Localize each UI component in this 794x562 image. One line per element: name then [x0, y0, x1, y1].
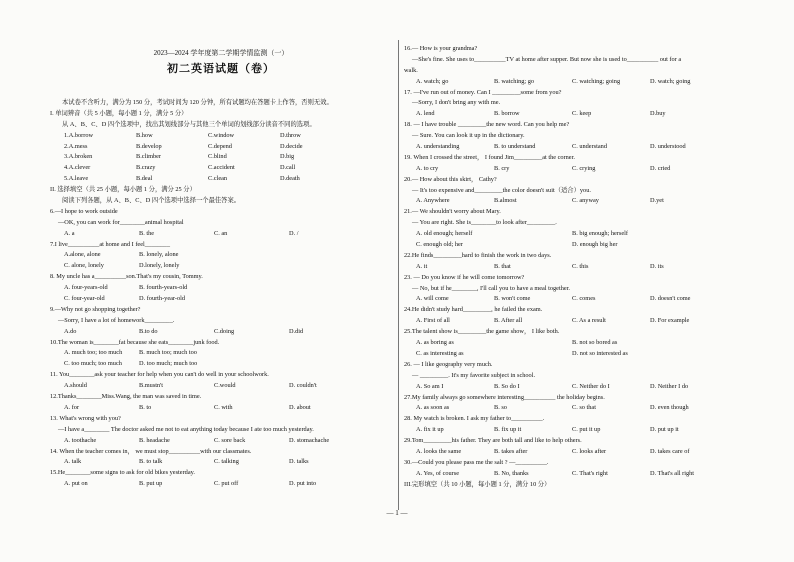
answer-option: D. enough big her — [572, 241, 618, 249]
question-text: —OK, you can work for________animal hospital — [58, 218, 184, 226]
answer-option: B. So do I — [494, 382, 520, 390]
answer-option: C.window — [208, 131, 235, 139]
answer-option: D.lonely, lonely — [139, 262, 180, 270]
answer-option: 1.A.borrow — [64, 131, 94, 139]
question-text: 13. What's wrong with you? — [50, 414, 121, 422]
section-2-desc: 阅读下列各题，从 A、B、C、D 四个选项中选择一个最佳答案。 — [62, 197, 241, 205]
option-row — [404, 109, 760, 120]
question-text: 15.He________some signs to ask for old bikes yesterday. — [50, 469, 195, 477]
answer-option: C. comes — [572, 295, 596, 303]
answer-option: C.blind — [208, 153, 227, 161]
answer-option: D. stomachache — [289, 436, 330, 444]
answer-option: D. not so interested as — [572, 349, 628, 357]
answer-option: D. put up it — [650, 426, 679, 434]
question-text: 30.—Could you please pass me the salt ? —__________. — [404, 458, 549, 466]
answer-option: C. sore back — [214, 436, 246, 444]
question-text: 27.My family always go somewhere interesting__________ the holiday begins. — [404, 393, 605, 401]
answer-option: B. After all — [494, 317, 523, 325]
option-row — [50, 436, 392, 447]
option-row — [50, 250, 392, 261]
answer-option: D.death — [280, 175, 300, 183]
answer-option: D. its — [650, 262, 664, 270]
answer-option: 4.A.clever — [64, 164, 91, 172]
question-text: 8. My uncle has a__________son.That's my cousin, Tommy. — [50, 273, 203, 281]
option-row — [50, 403, 392, 414]
answer-option: A. put on — [64, 480, 88, 488]
question-text: 17. —I've run out of money. Can I _________some from you? — [404, 88, 562, 96]
answer-option: B. cry — [494, 164, 510, 172]
answer-option: B. not so bored as — [572, 339, 618, 347]
answer-option: C. looks after — [572, 447, 607, 455]
answer-option: B.to do — [139, 327, 158, 335]
answer-option: B. fourth-years-old — [139, 284, 188, 292]
option-row — [50, 163, 392, 174]
section-2-heading: II. 选择填空（共 25 小题，每小题 1 分，满分 25 分） — [50, 186, 196, 194]
option-row — [50, 131, 392, 142]
answer-option: A. Yes, of course — [416, 469, 460, 477]
option-row — [404, 294, 760, 305]
answer-option: B.crazy — [136, 164, 156, 172]
answer-option: D. takes care of — [650, 447, 690, 455]
answer-option: B. the — [139, 229, 155, 237]
answer-option: D. put into — [289, 480, 317, 488]
answer-option: D.did — [289, 327, 304, 335]
option-row — [50, 479, 392, 490]
question-text: — You are right. She is________to look after_________. — [412, 219, 557, 227]
exam-title: 2023—2024 学年度第二学期学情监测（一） — [153, 49, 289, 57]
question-text: 28. My watch is broken. I ask my father to__________. — [404, 415, 545, 423]
option-row — [404, 142, 760, 153]
column-divider — [398, 40, 399, 510]
answer-option: C.accident — [208, 164, 235, 172]
answer-option: B.mustn't — [139, 382, 164, 390]
option-row — [404, 164, 760, 175]
answer-option: B. takes after — [494, 447, 528, 455]
answer-option: B.climber — [136, 153, 162, 161]
question-text: 6.—I hope to work outside — [50, 207, 118, 215]
section-1-desc: 从 A、B、C、D 四个选项中，找出其划线部分与其他三个单词的划线部分读音不同的选项。 — [62, 120, 316, 128]
option-row — [404, 196, 760, 207]
option-row — [50, 229, 392, 240]
answer-option: D. fourth-year-old — [139, 295, 186, 303]
option-row — [50, 381, 392, 392]
answer-option: C. As a result — [572, 317, 606, 325]
answer-option: D. couldn't — [289, 382, 317, 390]
answer-option: C.clean — [208, 175, 228, 183]
answer-option: D.throw — [280, 131, 301, 139]
answer-option: A. Anywhere — [416, 197, 450, 205]
answer-option: D.big — [280, 153, 295, 161]
answer-option: A. to cry — [416, 164, 439, 172]
answer-option: A. First of all — [416, 317, 450, 325]
answer-option: C. talking — [214, 458, 239, 466]
right-column — [404, 44, 760, 491]
answer-option: C. That's right — [572, 469, 608, 477]
answer-option: B. big enough; herself — [572, 230, 628, 238]
answer-option: 5.A.leave — [64, 175, 89, 183]
answer-option: C. put it up — [572, 426, 601, 434]
answer-option: B. so — [494, 404, 507, 412]
answer-option: B. won't come — [494, 295, 531, 303]
answer-option: C.doing — [214, 327, 235, 335]
answer-option: 2.A.mess — [64, 142, 88, 150]
question-text: —She's fine. She uses to__________TV at home after supper. But now she is used to__________ out for a — [412, 55, 682, 63]
answer-option: A.do — [64, 327, 77, 335]
answer-option: D. watch; going — [650, 77, 691, 85]
option-row — [404, 349, 760, 360]
question-text: 22.He finds_________hard to finish the work in two days. — [404, 251, 552, 259]
answer-option: 3.A.broken — [64, 153, 93, 161]
option-row — [50, 457, 392, 468]
option-row — [404, 447, 760, 458]
question-text: 14. When the teacher comes in， we must stop__________with our classmates. — [50, 447, 252, 455]
answer-option: A. understanding — [416, 143, 460, 151]
answer-option: B.how — [136, 131, 153, 139]
page-number: — 1 — — [386, 509, 408, 517]
answer-option: B.almost — [494, 197, 517, 205]
answer-option: B. headache — [139, 436, 170, 444]
question-text: 10.The woman is________fat because she eats________junk food. — [50, 338, 220, 346]
answer-option: D. about — [289, 403, 311, 411]
answer-option: D. / — [289, 229, 299, 237]
answer-option: B.deal — [136, 175, 153, 183]
answer-option: D.decide — [280, 142, 303, 150]
answer-option: C. an — [214, 229, 228, 237]
answer-option: D.call — [280, 164, 296, 172]
answer-option: D. doesn't come — [650, 295, 691, 303]
answer-option: B. put up — [139, 480, 163, 488]
answer-option: C. put off — [214, 480, 239, 488]
intro-text: 本试卷不含听力，满分为 150 分，考试时间为 120 分钟，所有试题均在答题卡上作答，否则无效。 — [62, 99, 333, 106]
answer-option: B. much too; much too — [139, 349, 197, 357]
option-row — [50, 327, 392, 338]
question-text: 20.— How about this skirt， Cathy? — [404, 175, 497, 183]
answer-option: D.buy — [650, 110, 666, 118]
answer-option: C. so that — [572, 404, 596, 412]
option-row — [50, 294, 392, 305]
question-text: 7.I live__________at home and I feel________ — [50, 240, 170, 248]
option-row — [50, 348, 392, 359]
answer-option: A. watch; go — [416, 77, 449, 85]
question-text: 23. — Do you know if he will come tomorrow? — [404, 273, 525, 281]
answer-option: B. No, thanks — [494, 469, 529, 477]
question-text: — Sure. You can look it up in the dictionary. — [412, 132, 525, 140]
question-text: III.完形填空（共 10 小题，每小题 1 分，满分 10 分） — [404, 480, 551, 488]
left-questions — [50, 207, 392, 490]
question-text: 21.— We shouldn't worry about Mary. — [404, 208, 501, 216]
answer-option: B. borrow — [494, 110, 520, 118]
answer-option: C. keep — [572, 110, 592, 118]
answer-option: A. So am I — [416, 382, 444, 390]
question-text: 25.The talent show is_________the game show， I like both. — [404, 328, 560, 336]
answer-option: C. alone, lonely — [64, 262, 104, 270]
answer-option: C. understand — [572, 143, 607, 151]
answer-option: C. Neither do I — [572, 382, 610, 390]
answer-option: A. four-years-old — [64, 284, 108, 292]
answer-option: D. even though — [650, 404, 689, 412]
answer-option: D. understood — [650, 143, 686, 151]
exam-subtitle: 初二英语试题（卷） — [167, 62, 275, 75]
option-row — [50, 261, 392, 272]
answer-option: C. as interesting as — [416, 349, 464, 357]
answer-option: B. fix up it — [494, 426, 522, 434]
question-text: — _________. It's my favorite subject in school. — [412, 371, 536, 379]
answer-option: A. talk — [64, 458, 82, 466]
answer-option: B. to understand — [494, 143, 536, 151]
option-row — [404, 469, 760, 480]
question-text: — No, but if he________, I'll call you to have a meal together. — [412, 284, 570, 292]
option-row — [404, 262, 760, 273]
answer-option: C. this — [572, 262, 589, 270]
answer-option: C. watching; going — [572, 77, 621, 85]
answer-option: D. For example — [650, 317, 690, 325]
question-text: 16.— How is your grandma? — [404, 45, 478, 52]
answer-option: A. will come — [416, 295, 449, 303]
question-text: walk. — [404, 66, 418, 74]
option-row — [404, 316, 760, 327]
answer-option: C. with — [214, 403, 233, 411]
option-row — [50, 283, 392, 294]
option-row — [50, 174, 392, 185]
answer-option: A. for — [64, 403, 80, 411]
answer-option: C. too much; too much — [64, 360, 122, 368]
option-row — [404, 382, 760, 393]
option-row — [404, 229, 760, 240]
answer-option: D. too much; much too — [139, 360, 198, 368]
answer-option: A. old enough; herself — [416, 230, 473, 238]
answer-option: B. watching; go — [494, 77, 535, 85]
answer-option: D. talks — [289, 458, 309, 466]
answer-option: D. That's all right — [650, 469, 695, 477]
answer-option: C. enough old; her — [416, 241, 463, 249]
answer-option: B.develop — [136, 142, 162, 150]
answer-option: C.depend — [208, 142, 232, 150]
answer-option: B. to talk — [139, 458, 163, 466]
question-text: 19. When I crossed the street， I found Jim_________at the corner. — [404, 153, 575, 161]
question-text: 26. — I like geography very much. — [404, 360, 493, 368]
answer-option: B. lonely, alone — [139, 251, 179, 259]
question-text: 11. You________ask your teacher for help when you can't do well in your schoolwork. — [50, 371, 269, 379]
option-row — [404, 338, 760, 349]
section-1-heading: I. 单词辨音（共 5 小题，每小题 1 分，满分 5 分） — [50, 109, 188, 117]
question-text: 24.He didn't study hard_________, he failed the exam. — [404, 306, 543, 314]
option-row — [50, 359, 392, 370]
answer-option: A. lend — [416, 110, 435, 118]
option-row — [404, 425, 760, 436]
question-text: 18. — I have trouble _________the new word. Can you help me? — [404, 121, 570, 129]
answer-option: A. as boring as — [416, 339, 454, 347]
option-row — [404, 77, 760, 88]
answer-option: C. four-year-old — [64, 295, 105, 303]
answer-option: D. cried — [650, 164, 671, 172]
question-text: —I have a________ The doctor asked me not to eat anything today because I ate too much yesterday. — [58, 425, 314, 433]
question-text: 9.—Why not go shopping together? — [50, 305, 141, 313]
question-text: 29.Tom_________his father. They are both tall and like to help others. — [404, 437, 582, 445]
answer-option: A. as soon as — [416, 404, 450, 412]
question-text: —Sorry, I have a lot of homework_________. — [58, 316, 175, 324]
answer-option: A. a — [64, 229, 75, 237]
answer-option: A.alone, alone — [64, 251, 101, 259]
question-text: 12.Thanks________Miss.Wang, the man was saved in time. — [50, 393, 202, 401]
answer-option: A.should — [64, 382, 87, 390]
right-questions — [404, 44, 760, 491]
question-text: —Sorry, I don't bring any with me. — [412, 99, 501, 107]
left-column — [50, 98, 392, 490]
option-row — [404, 240, 760, 251]
answer-option: A. fix it up — [416, 426, 444, 434]
answer-option: B. that — [494, 262, 511, 270]
option-row — [50, 152, 392, 163]
option-row — [50, 142, 392, 153]
option-row — [404, 403, 760, 414]
question-text: — It's too expensive and_________the color doesn't suit（适合）you. — [412, 186, 591, 194]
answer-option: C.would — [214, 382, 236, 390]
answer-option: C. anyway — [572, 197, 599, 205]
answer-option: D.yet — [650, 197, 664, 205]
answer-option: D. Neither I do — [650, 382, 689, 390]
answer-option: B. to — [139, 403, 152, 411]
answer-option: C. crying — [572, 164, 596, 172]
answer-option: A. much too; too much — [64, 349, 123, 357]
answer-option: A. it — [416, 262, 428, 270]
phonetics-list — [50, 131, 392, 185]
answer-option: A. looks the same — [416, 447, 462, 455]
answer-option: A. toothache — [64, 436, 97, 444]
